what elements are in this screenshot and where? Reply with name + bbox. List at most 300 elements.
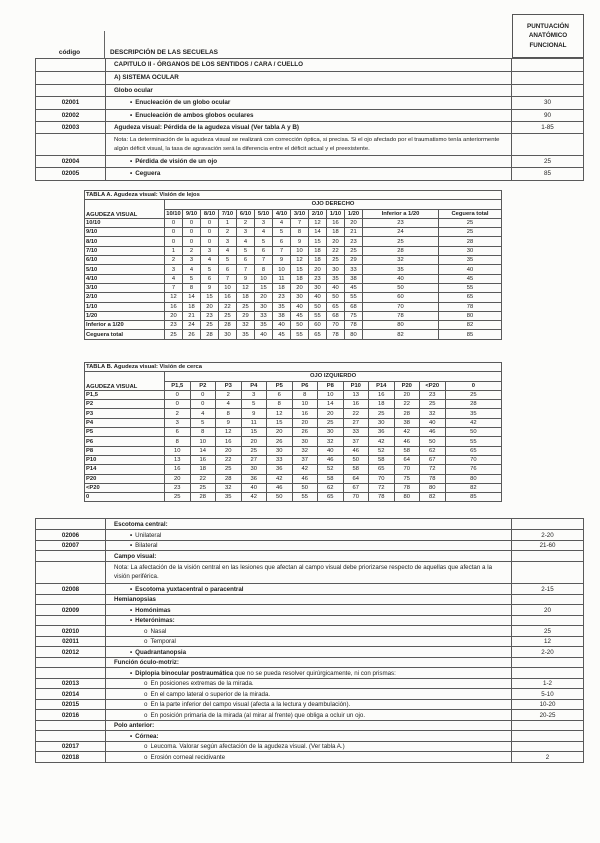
table-row	[36, 730, 583, 741]
value-cell: 23	[273, 293, 291, 302]
value-cell: 28	[439, 237, 502, 246]
value-cell: 16	[327, 218, 345, 227]
description-text	[130, 670, 507, 677]
circle-bullet-icon: o	[144, 638, 148, 646]
value-cell: 25	[345, 246, 363, 255]
dot-bullet-icon: •	[130, 158, 133, 166]
table-row	[36, 550, 583, 561]
grid-data-row	[85, 228, 502, 237]
value-cell: 75	[345, 311, 363, 320]
value-cell: 32	[318, 437, 344, 446]
value-cell: 2	[216, 390, 242, 399]
description-text	[144, 680, 507, 687]
grid-data-row	[85, 390, 502, 399]
description-cell	[106, 605, 512, 615]
value-cell: 8	[216, 409, 242, 418]
value-cell: 38	[345, 274, 363, 283]
grid-data-row	[85, 474, 502, 483]
description-text	[114, 87, 507, 94]
value-cell: 35	[439, 256, 502, 265]
description-bold-text: Córnea:	[135, 732, 159, 740]
description-text	[114, 553, 507, 560]
column-header: P1,5	[165, 381, 191, 390]
description-regular-text: Erosión corneal recidivante	[150, 753, 226, 761]
dot-bullet-icon: •	[130, 542, 133, 550]
value-cell: 0	[165, 400, 191, 409]
description-regular-text: Leucoma. Valorar según afectación de la agudeza visual. (Ver tabla A.)	[150, 743, 345, 751]
value-cell: 9	[237, 274, 255, 283]
description-text	[130, 158, 507, 165]
value-cell: 4	[165, 274, 183, 283]
value-cell: 23	[165, 321, 183, 330]
row-label: P5	[85, 428, 165, 437]
value-cell: 25	[369, 409, 395, 418]
description-text	[114, 74, 507, 81]
value-cell: 18	[327, 228, 345, 237]
value-cell: 16	[369, 390, 395, 399]
description-cell	[106, 721, 512, 731]
grid-data-row	[85, 293, 502, 302]
table-row	[36, 688, 583, 699]
value-cell: 50	[327, 293, 345, 302]
value-cell: 32	[237, 321, 255, 330]
value-cell: 22	[394, 400, 420, 409]
value-cell: 58	[318, 474, 344, 483]
value-cell: 20	[345, 218, 363, 227]
row-label: 1/20	[85, 311, 165, 320]
grid-data-row	[85, 321, 502, 330]
table-body-top	[35, 58, 584, 181]
value-cell: 50	[291, 321, 309, 330]
value-cell: 38	[394, 418, 420, 427]
row-label: 4/10	[85, 274, 165, 283]
column-header: P8	[318, 381, 344, 390]
description-cell	[106, 700, 512, 710]
value-cell: 6	[255, 246, 273, 255]
value-cell: 3	[165, 265, 183, 274]
column-header: P5	[267, 381, 293, 390]
value-cell: 45	[291, 311, 309, 320]
value-cell: 18	[190, 465, 216, 474]
value-cell: 78	[394, 483, 420, 492]
grid-title-row	[85, 363, 502, 372]
code-cell: 02003	[36, 122, 106, 133]
value-cell: 1	[165, 246, 183, 255]
value-cell: 2	[219, 228, 237, 237]
value-cell: 55	[291, 330, 309, 339]
description-bold-text: Campo visual:	[114, 552, 157, 560]
value-cell: 1	[219, 218, 237, 227]
value-cell: 10	[219, 283, 237, 292]
value-cell: 32	[420, 409, 446, 418]
code-cell: 02018	[36, 752, 106, 762]
code-cell	[36, 85, 106, 96]
table-body-bottom	[35, 518, 584, 763]
description-bold-text: Función óculo-motriz:	[114, 659, 179, 667]
column-header: 9/10	[183, 209, 201, 218]
row-label: 9/10	[85, 228, 165, 237]
description-cell	[106, 668, 512, 678]
table-row	[36, 96, 583, 108]
description-cell	[106, 97, 512, 108]
column-header: P6	[292, 381, 318, 390]
code-cell	[36, 59, 106, 71]
code-cell: 02004	[36, 156, 106, 167]
grid-data-row	[85, 283, 502, 292]
circle-bullet-icon: o	[144, 701, 148, 709]
value-cell: 10	[291, 246, 309, 255]
description-cell	[106, 156, 512, 167]
value-cell: 33	[343, 428, 369, 437]
value-cell: 46	[318, 455, 344, 464]
table-row	[36, 625, 583, 636]
score-cell: 90	[543, 111, 551, 119]
row-label: P6	[85, 437, 165, 446]
value-cell: 12	[237, 283, 255, 292]
value-cell: 42	[369, 437, 395, 446]
value-cell: 16	[165, 302, 183, 311]
value-cell: 15	[241, 428, 267, 437]
table-row	[36, 155, 583, 167]
code-cell: 02009	[36, 605, 106, 615]
value-cell: 12	[291, 256, 309, 265]
value-cell: 25	[216, 465, 242, 474]
value-cell: 70	[363, 302, 439, 311]
table-row	[36, 71, 583, 83]
value-cell: 58	[343, 465, 369, 474]
grid-data-row	[85, 465, 502, 474]
table-row	[36, 699, 583, 710]
value-cell: 70	[394, 465, 420, 474]
note-cell: Nota: La determinación de la agudeza visual se realizará con corrección óptica, si precisa. Si el ojo afectado por el traumatismo tenía anteriormente algún déficit visual, la tasa de agravación será la diferencia entre el déficit actual y el preexistente.	[106, 134, 512, 155]
value-cell: 9	[201, 283, 219, 292]
value-cell: 29	[237, 311, 255, 320]
table-row	[36, 751, 583, 762]
value-cell: 0	[201, 237, 219, 246]
grid-data-row	[85, 400, 502, 409]
value-cell: 37	[292, 455, 318, 464]
row-label: 7/10	[85, 246, 165, 255]
score-cell: 2	[545, 753, 550, 761]
code-cell	[36, 72, 106, 83]
value-cell: 8	[255, 265, 273, 274]
row-label: 6/10	[85, 256, 165, 265]
column-header: 4/10	[273, 209, 291, 218]
codigo-column-header: código	[35, 31, 105, 58]
value-cell: 20	[255, 293, 273, 302]
value-cell: 0	[190, 400, 216, 409]
code-cell	[36, 562, 106, 584]
table-row	[36, 109, 583, 121]
description-bold-text: Enucleación de un globo ocular	[135, 99, 231, 107]
value-cell: 25	[241, 446, 267, 455]
code-cell: 02015	[36, 700, 106, 710]
table-row	[36, 540, 583, 551]
description-bold-text: Hemianopsias	[114, 596, 156, 604]
grid-data-row	[85, 237, 502, 246]
grid-data-row	[85, 493, 502, 502]
value-cell: 80	[439, 311, 502, 320]
description-text	[130, 586, 507, 593]
value-cell: 18	[309, 256, 327, 265]
value-cell: 30	[291, 293, 309, 302]
description-text	[114, 124, 507, 131]
description-cell	[106, 647, 512, 657]
description-text	[144, 743, 507, 750]
value-cell: 42	[445, 418, 502, 427]
description-text	[130, 170, 507, 177]
table-row	[36, 594, 583, 605]
circle-bullet-icon: o	[144, 627, 148, 635]
value-cell: 18	[237, 293, 255, 302]
table-row	[36, 709, 583, 720]
description-bold-text: Enucleación de ambos globos oculares	[135, 111, 254, 119]
column-header: 2/10	[309, 209, 327, 218]
value-cell: 55	[345, 293, 363, 302]
sequelae-table-bottom	[35, 518, 584, 763]
puntuacion-header-line-1: PUNTUACIÓN	[527, 22, 569, 30]
row-label: 5/10	[85, 265, 165, 274]
value-cell: 72	[369, 483, 395, 492]
value-cell: 8	[165, 437, 191, 446]
value-cell: 16	[219, 293, 237, 302]
value-cell: 33	[345, 265, 363, 274]
tabla-title: TABLA A. Agudeza visual: Visión de lejos	[85, 191, 502, 200]
score-cell: 30	[543, 99, 551, 107]
value-cell: 0	[201, 218, 219, 227]
score-cell	[512, 668, 583, 678]
value-cell: 37	[343, 437, 369, 446]
value-cell: 82	[420, 493, 446, 502]
score-cell: 1-85	[541, 123, 554, 131]
value-cell: 46	[343, 446, 369, 455]
puntuacion-header-line-3: FUNCIONAL	[529, 41, 567, 49]
value-cell: 36	[369, 428, 395, 437]
value-cell: 32	[363, 256, 439, 265]
puntuacion-header-line-2: ANATÓMICO	[528, 32, 568, 40]
value-cell: 67	[420, 455, 446, 464]
value-cell: 78	[439, 302, 502, 311]
value-cell: 40	[241, 483, 267, 492]
value-cell: 4	[219, 246, 237, 255]
tabla-a-vision-de-lejos	[84, 190, 502, 340]
description-regular-text: Temporal	[150, 638, 176, 646]
value-cell: 52	[369, 446, 395, 455]
value-cell: 45	[273, 330, 291, 339]
value-cell: 0	[201, 228, 219, 237]
row-label: P14	[85, 465, 165, 474]
description-bold-text: CAPITULO II - ÓRGANOS DE LOS SENTIDOS / CARA / CUELLO	[114, 61, 304, 68]
code-cell: 02010	[36, 626, 106, 636]
row-label: <P20	[85, 483, 165, 492]
tabla-title: TABLA B. Agudeza visual: Visión de cerca	[85, 363, 502, 372]
value-cell: 3	[237, 228, 255, 237]
description-bold-text: Polo anterior:	[114, 722, 155, 730]
row-label: 10/10	[85, 218, 165, 227]
score-cell: 5-10	[541, 690, 554, 698]
score-cell: 20-25	[539, 711, 556, 719]
value-cell: 10	[292, 400, 318, 409]
value-cell: 40	[255, 330, 273, 339]
description-bold-text: A) SISTEMA OCULAR	[114, 74, 179, 82]
value-cell: 40	[327, 283, 345, 292]
description-cell	[106, 742, 512, 752]
value-cell: 78	[363, 311, 439, 320]
table-row	[36, 121, 583, 133]
value-cell: 10	[255, 274, 273, 283]
eye-group-header: OJO DERECHO	[165, 200, 502, 209]
circle-bullet-icon: o	[144, 680, 148, 688]
table-row	[36, 167, 583, 179]
value-cell: 65	[327, 302, 345, 311]
value-cell: 25	[219, 311, 237, 320]
value-cell: 20	[165, 311, 183, 320]
value-cell: 45	[439, 274, 502, 283]
value-cell: 26	[267, 437, 293, 446]
description-bold-text: Pérdida de visión de un ojo	[135, 158, 218, 166]
table-row	[36, 529, 583, 540]
value-cell: 30	[369, 418, 395, 427]
value-cell: 5	[201, 265, 219, 274]
value-cell: 36	[241, 474, 267, 483]
value-cell: 21	[183, 311, 201, 320]
row-label: P8	[85, 446, 165, 455]
table-row	[36, 667, 583, 678]
row-label: 3/10	[85, 283, 165, 292]
description-text	[114, 596, 507, 603]
value-cell: 35	[255, 321, 273, 330]
value-cell: 58	[369, 455, 395, 464]
value-cell: 68	[345, 302, 363, 311]
code-cell: 02008	[36, 584, 106, 594]
value-cell: 60	[363, 293, 439, 302]
value-cell: 18	[291, 274, 309, 283]
value-cell: 25	[318, 418, 344, 427]
column-header: 10/10	[166, 210, 181, 217]
value-cell: 20	[291, 283, 309, 292]
grid-data-row	[85, 218, 502, 227]
value-cell: 24	[363, 228, 439, 237]
row-label: P2	[85, 400, 165, 409]
column-header: 8/10	[201, 209, 219, 218]
row-label: P20	[85, 474, 165, 483]
description-regular-text: Nasal	[150, 627, 167, 635]
value-cell: 16	[343, 400, 369, 409]
value-cell: 18	[273, 283, 291, 292]
value-cell: 29	[345, 256, 363, 265]
value-cell: 6	[165, 428, 191, 437]
value-cell: 46	[420, 428, 446, 437]
table-row	[36, 59, 583, 71]
grid-data-row	[85, 274, 502, 283]
table-row	[36, 561, 583, 584]
code-cell	[36, 595, 106, 605]
value-cell: 65	[369, 465, 395, 474]
description-regular-text: que no se pueda resolver quirúrgicamente, ni con prismas:	[233, 669, 396, 677]
value-cell: 16	[165, 465, 191, 474]
description-cell	[106, 110, 512, 121]
value-cell: 26	[183, 330, 201, 339]
value-cell: 2	[183, 246, 201, 255]
value-cell: 0	[165, 390, 191, 399]
eye-group-header: OJO IZQUIERDO	[165, 372, 502, 381]
value-cell: 20	[165, 474, 191, 483]
value-cell: 30	[219, 330, 237, 339]
value-cell: 3	[201, 246, 219, 255]
value-cell: 24	[183, 321, 201, 330]
value-cell: 28	[201, 330, 219, 339]
tabla-b-vision-de-cerca	[84, 362, 502, 502]
value-cell: 80	[345, 330, 363, 339]
description-cell	[106, 616, 512, 626]
value-cell: 78	[327, 330, 345, 339]
table-row	[36, 583, 583, 594]
value-cell: 30	[327, 265, 345, 274]
value-cell: 78	[345, 321, 363, 330]
value-cell: 12	[309, 218, 327, 227]
description-cell	[106, 731, 512, 741]
value-cell: 8	[190, 428, 216, 437]
score-cell: 21-60	[539, 542, 556, 550]
value-cell: 28	[219, 321, 237, 330]
value-cell: 40	[273, 321, 291, 330]
code-cell	[36, 658, 106, 668]
value-cell: 7	[237, 265, 255, 274]
value-cell: 20	[327, 237, 345, 246]
description-cell	[106, 551, 512, 561]
score-cell	[512, 519, 583, 529]
code-cell	[36, 731, 106, 741]
value-cell: 23	[165, 483, 191, 492]
description-text	[130, 99, 507, 106]
description-cell	[106, 752, 512, 762]
table-row	[36, 720, 583, 731]
value-cell: 15	[267, 418, 293, 427]
code-cell	[36, 668, 106, 678]
value-cell: 64	[394, 455, 420, 464]
value-cell: 75	[394, 474, 420, 483]
column-header: P2	[190, 381, 216, 390]
value-cell: 4	[255, 228, 273, 237]
value-cell: 25	[190, 483, 216, 492]
value-cell: 55	[445, 437, 502, 446]
value-cell: 22	[190, 474, 216, 483]
value-cell: 12	[165, 293, 183, 302]
value-cell: 18	[309, 246, 327, 255]
value-cell: 6	[273, 237, 291, 246]
axis-corner-label: AGUDEZA VISUAL	[85, 200, 165, 219]
value-cell: 18	[183, 302, 201, 311]
value-cell: 76	[445, 465, 502, 474]
value-cell: 12	[267, 409, 293, 418]
description-text	[130, 617, 507, 624]
value-cell: 3	[255, 218, 273, 227]
value-cell: 30	[267, 446, 293, 455]
value-cell: 0	[165, 228, 183, 237]
value-cell: 15	[255, 283, 273, 292]
table-row	[36, 741, 583, 752]
value-cell: 68	[327, 311, 345, 320]
value-cell: 0	[183, 228, 201, 237]
value-cell: 21	[345, 228, 363, 237]
score-cell: 2-20	[541, 531, 554, 539]
value-cell: 7	[291, 218, 309, 227]
value-cell: 35	[273, 302, 291, 311]
value-cell: 11	[241, 418, 267, 427]
value-cell: 30	[318, 428, 344, 437]
table-header-row	[35, 14, 584, 58]
value-cell: 25	[445, 390, 502, 399]
